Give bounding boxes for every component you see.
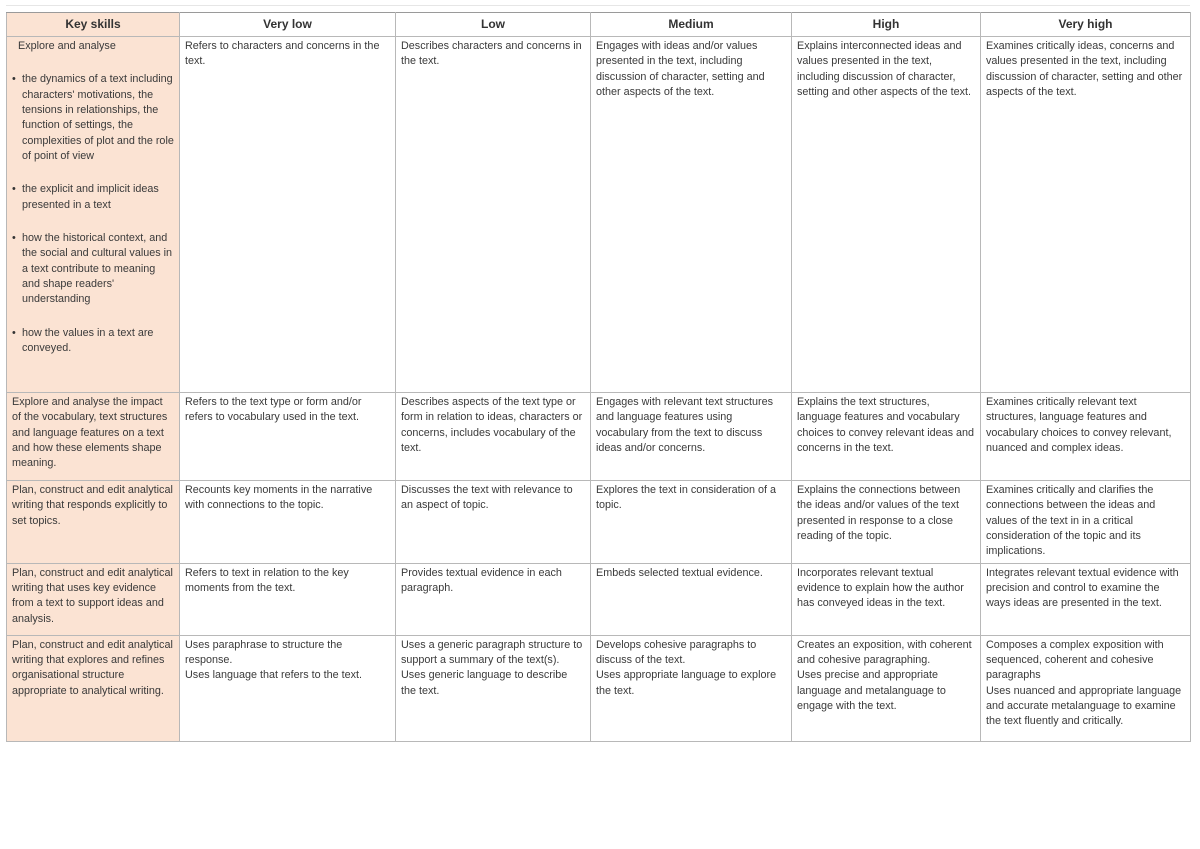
cell-line: Uses a generic paragraph structure to support a summary of the text(s). [401,638,583,666]
table-row [7,635,1191,741]
cell-very-high: Examines critically relevant text structures, language features and vocabulary choices to convey relevant, nuanced and complex ideas. [981,393,1191,481]
header-key-skills: Key skills [7,13,180,37]
cell-very-high: Examines critically ideas, concerns and values presented in the text, including discussion of character, setting and other aspects of the text. [981,37,1191,393]
key-skill-cell: Explore and analyse the impact of the vocabulary, text structures and language features on a text and how these elements shape meaning. [7,393,180,481]
key-skill-cell [7,37,180,393]
cell-very-high [981,635,1191,741]
cell-medium: Embeds selected textual evidence. [591,563,792,635]
cell-medium: Engages with relevant text structures and language features using vocabulary from the text to discuss ideas and/or concerns. [591,393,792,481]
header-row [7,13,1191,37]
bullet-item: • the explicit and implicit ideas presented in a text [12,182,174,213]
cell-high: Incorporates relevant textual evidence to explain how the author has conveyed ideas in the text. [792,563,981,635]
key-skill-intro: Explore and analyse [18,40,116,52]
header-very-low: Very low [180,13,396,37]
cell-line: Creates an exposition, with coherent and cohesive paragraphing. [797,638,972,666]
cell-line: Uses nuanced and appropriate language and accurate metalanguage to examine the text fluently and critically. [986,684,1182,728]
cell-medium: Explores the text in consideration of a topic. [591,481,792,564]
cell-line: Uses generic language to describe the text. [401,669,568,697]
cell-high: Explains the text structures, language features and vocabulary choices to convey relevant ideas and concerns in the text. [792,393,981,481]
cell-line: Composes a complex exposition with sequenced, coherent and cohesive paragraphs [986,638,1164,682]
table-row [7,37,1191,393]
key-skill-cell: Plan, construct and edit analytical writing that explores and refines organisational structure appropriate to analytical writing. [7,635,180,741]
table-row [7,563,1191,635]
bullet-item: • how the values in a text are conveyed. [12,326,174,357]
top-rule [6,5,1190,6]
cell-low [396,635,591,741]
cell-high [792,635,981,741]
cell-very-low: Refers to characters and concerns in the text. [180,37,396,393]
cell-high: Explains interconnected ideas and values presented in the text, including discussion of character, setting and other aspects of the text. [792,37,981,393]
cell-very-high: Examines critically and clarifies the connections between the ideas and values of the text in in a critical consideration of the topic and its implications. [981,481,1191,564]
key-skill-bullets [12,72,174,356]
cell-line: Uses paraphrase to structure the response. [185,638,343,666]
header-very-high: Very high [981,13,1191,37]
header-medium: Medium [591,13,792,37]
table-row [7,393,1191,481]
cell-low: Describes aspects of the text type or form in relation to ideas, characters or concerns, includes vocabulary of the text. [396,393,591,481]
header-low: Low [396,13,591,37]
cell-line: Develops cohesive paragraphs to discuss of the text. [596,638,757,666]
cell-line: Uses precise and appropriate language and metalanguage to engage with the text. [797,669,946,712]
cell-low: Discusses the text with relevance to an aspect of topic. [396,481,591,564]
cell-very-low [180,635,396,741]
cell-high: Explains the connections between the ideas and/or values of the text presented in response to a close reading of the topic. [792,481,981,564]
key-skill-cell: Plan, construct and edit analytical writing that uses key evidence from a text to support ideas and analysis. [7,563,180,635]
cell-very-low: Recounts key moments in the narrative with connections to the topic. [180,481,396,564]
cell-medium [591,635,792,741]
cell-very-low: Refers to text in relation to the key moments from the text. [180,563,396,635]
cell-line: Uses appropriate language to explore the text. [596,669,777,697]
header-high: High [792,13,981,37]
cell-line: Uses language that refers to the text. [185,669,363,682]
table-row [7,481,1191,564]
bullet-item: • the dynamics of a text including characters' motivations, the tensions in relationships, the function of settings, the complexities of plot and the role of point of view [12,72,174,164]
cell-low: Describes characters and concerns in the text. [396,37,591,393]
cell-very-high: Integrates relevant textual evidence with precision and control to examine the ways ideas are presented in the text. [981,563,1191,635]
cell-low: Provides textual evidence in each paragraph. [396,563,591,635]
cell-very-low: Refers to the text type or form and/or refers to vocabulary used in the text. [180,393,396,481]
key-skill-cell: Plan, construct and edit analytical writing that responds explicitly to set topics. [7,481,180,564]
bullet-item: • how the historical context, and the social and cultural values in a text contribute to meaning and shape readers' understanding [12,231,174,308]
rubric-table [6,12,1191,742]
cell-medium: Engages with ideas and/or values presented in the text, including discussion of character, setting and other aspects of the text. [591,37,792,393]
